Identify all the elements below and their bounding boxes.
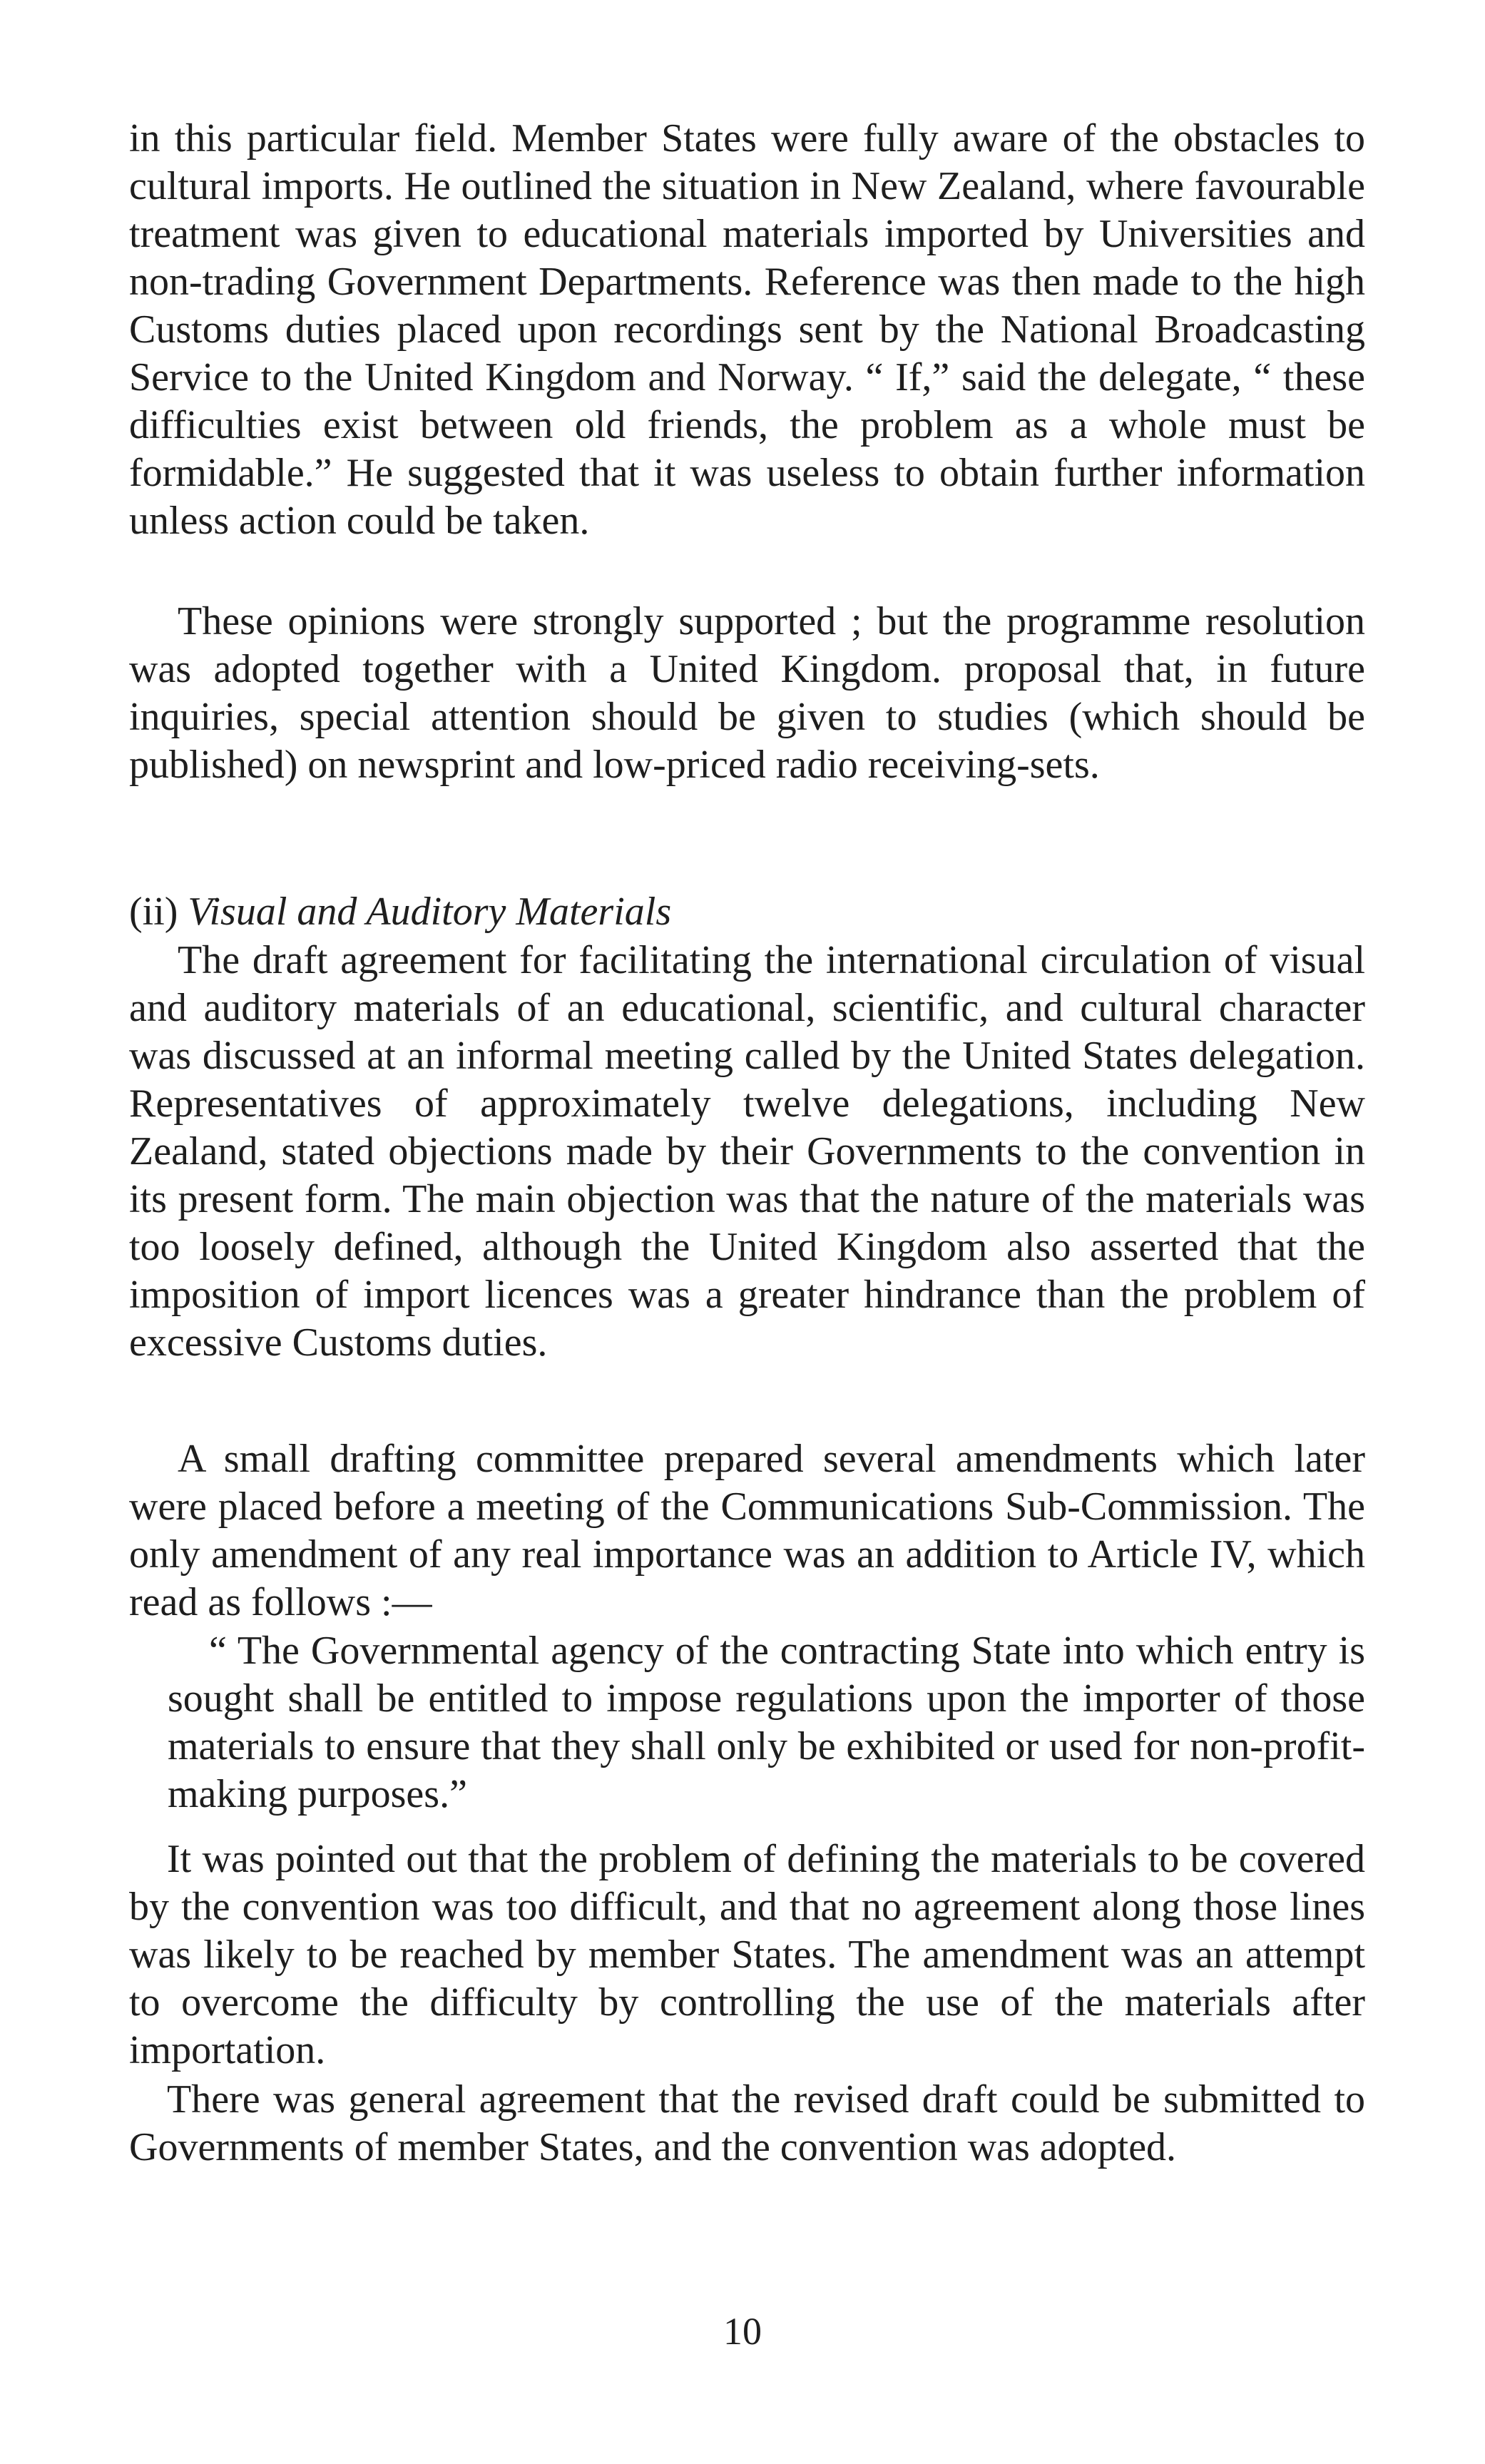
- section-heading: [129, 888, 671, 936]
- paragraph-2: These opinions were strongly supported ; but the programme resolution was adopted together with a United Kingdom. proposal that, in future inquiries, special attention should be given to studies (which should be published) on newsprint and low-priced radio receiving-sets.: [129, 599, 1365, 787]
- paragraph-5: It was pointed out that the problem of defining the materials to be covered by the convention was too difficult, and that no agreement along those lines was likely to be reached by member States. The amendment was an attempt to overcome the difficulty by controlling the use of the materials after importation.: [129, 1837, 1365, 2072]
- paragraph-1: in this particular field. Member States were fully aware of the obstacles to cultural imports. He outlined the situation in New Zealand, where favourable treatment was given to educational materials imported by Universities and non-trading Government Departments. Reference was then made to the high Customs duties placed upon recordings sent by the National Broadcasting Service to the United Kingdom and Norway. “ If,” said the delegate, “ these difficulties exist between old friends, the problem as a whole must be formidable.” He suggested that it was useless to obtain further information unless action could be taken.: [129, 116, 1365, 543]
- page-number: 10: [723, 2310, 762, 2353]
- section-number: (ii): [129, 890, 178, 934]
- section-title: Visual and Auditory Materials: [188, 890, 672, 934]
- paragraph-3: The draft agreement for facilitating the international circulation of visual and auditory materials of an educational, scientific, and cultural character was discussed at an informal meeting called by the United States delegation. Representatives of approximately twelve delegations, including New Zealand, stated objections made by their Governments to the convention in its present form. The main objection was that the nature of the materials was too loosely defined, although the United Kingdom also asserted that the imposition of import licences was a greater hindrance than the problem of excessive Customs duties.: [129, 938, 1365, 1365]
- paragraph-6: There was general agreement that the revised draft could be submitted to Governments of member States, and the convention was adopted.: [129, 2077, 1365, 2169]
- quoted-amendment: “ The Governmental agency of the contracting State into which entry is sought shall be entitled to impose regulations upon the importer of those materials to ensure that they shall only be exhibited or used for non-profit-making purposes.”: [168, 1629, 1365, 1816]
- paragraph-4: A small drafting committee prepared several amendments which later were placed before a meeting of the Communications Sub-Commission. The only amendment of any real importance was an addition to Article IV, which read as follows :—: [129, 1437, 1365, 1624]
